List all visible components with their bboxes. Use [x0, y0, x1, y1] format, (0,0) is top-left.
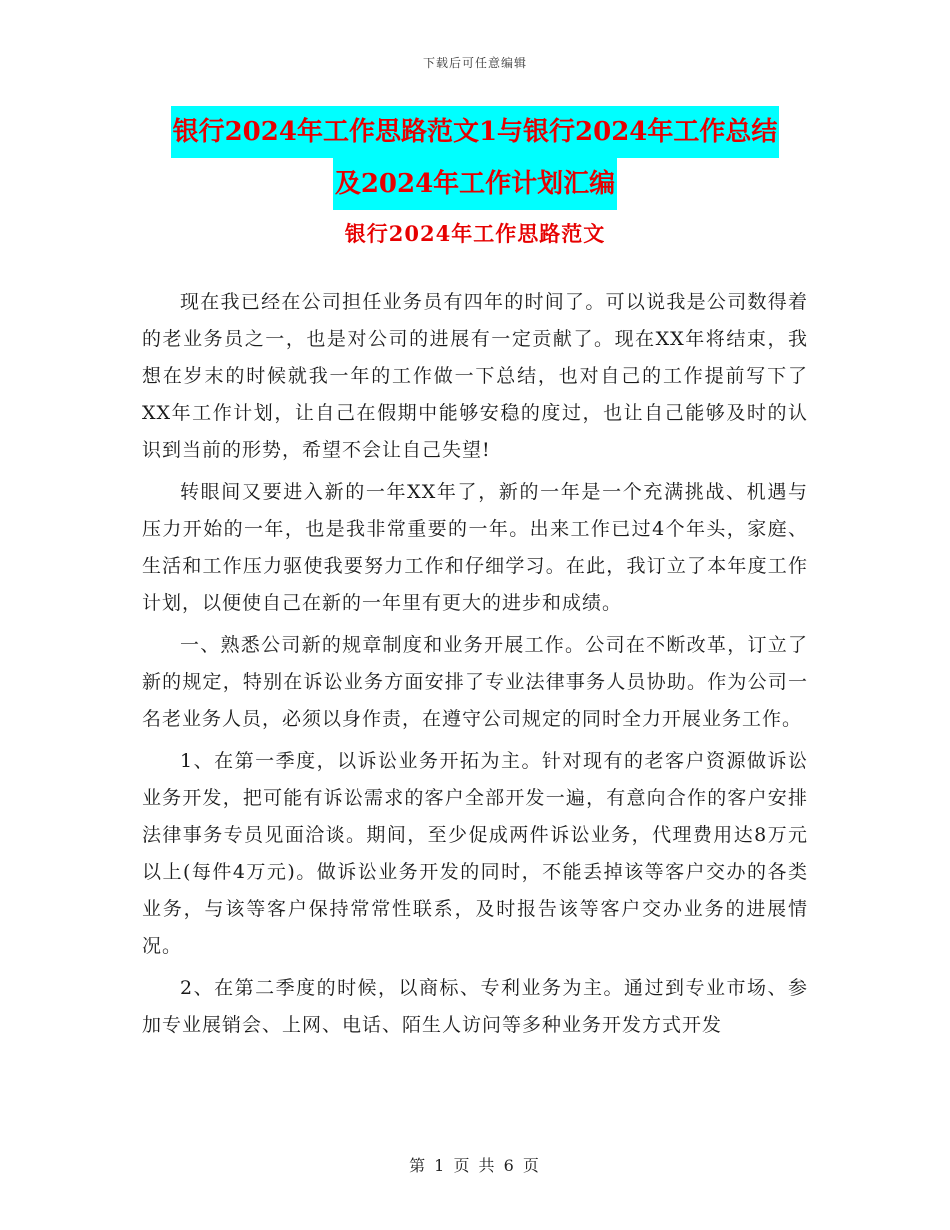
paragraph: 一、熟悉公司新的规章制度和业务开展工作。公司在不断改革，订立了新的规定，特别在诉讼业务方面安排了专业法律事务人员协助。作为公司一名老业务人员，必须以身作责，在遵守公司规定的同时全力开展业务工作。	[142, 634, 808, 730]
section-title: 银行2024年工作思路范文	[344, 221, 606, 246]
paragraph: 现在我已经在公司担任业务员有四年的时间了。可以说我是公司数得着的老业务员之一，也是对公司的进展有一定贡献了。现在XX年将结束，我想在岁末的时候就我一年的工作做一下总结，也对自己的工作提前写下了XX年工作计划，让自己在假期中能够安稳的度过，也让自己能够及时的认识到当前的形势，希望不会让自己失望!	[142, 291, 808, 461]
paragraph: 2、在第二季度的时候，以商标、专利业务为主。通过到专业市场、参加专业展销会、上网、电话、陌生人访问等多种业务开发方式开发	[142, 977, 808, 1036]
document-body	[142, 284, 808, 1049]
page-number: 第 1 页 共 6 页	[409, 1156, 541, 1175]
header-note: 下载后可任意编辑	[422, 56, 527, 70]
document-title-line-2: 及2024年工作计划汇编	[333, 158, 617, 210]
paragraph: 1、在第一季度，以诉讼业务开拓为主。针对现有的老客户资源做诉讼业务开发，把可能有诉讼需求的客户全部开发一遍，有意向合作的客户安排法律事务专员见面洽谈。期间，至少促成两件诉讼业务，代理费用达8万元以上(每件4万元)。做诉讼业务开发的同时，不能丢掉该等客户交办的各类业务，与该等客户保持常常性联系，及时报告该等客户交办业务的进展情况。	[142, 750, 808, 957]
paragraph: 转眼间又要进入新的一年XX年了，新的一年是一个充满挑战、机遇与压力开始的一年，也是我非常重要的一年。出来工作已过4个年头，家庭、生活和工作压力驱使我要努力工作和仔细学习。在此，我订立了本年度工作计划，以便使自己在新的一年里有更大的进步和成绩。	[142, 481, 808, 614]
document-title-line-1: 银行2024年工作思路范文1与银行2024年工作总结	[171, 106, 780, 158]
document-title	[0, 106, 950, 210]
